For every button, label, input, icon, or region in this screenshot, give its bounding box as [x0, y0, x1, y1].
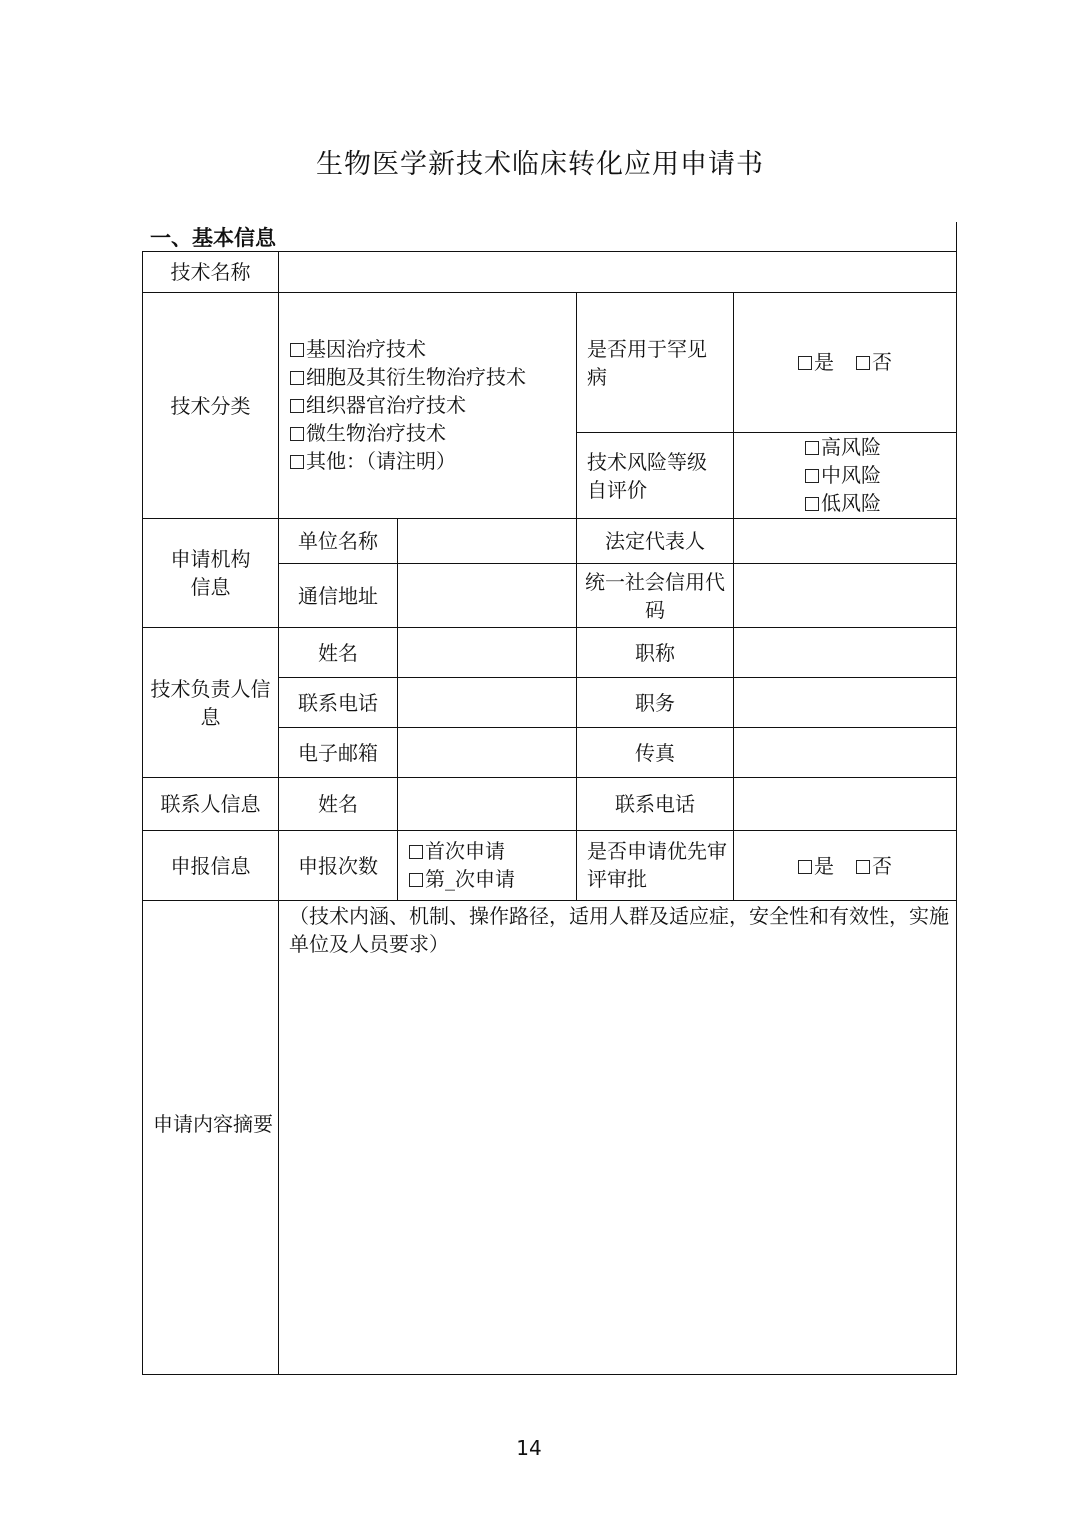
contact-phone-field[interactable] [734, 778, 956, 830]
checkbox-icon [290, 399, 304, 413]
checkbox-icon [805, 497, 819, 511]
option-gene-therapy[interactable]: 基因治疗技术 [290, 335, 575, 363]
rare-disease-label: 是否用于罕见病 [587, 337, 707, 389]
classification-options [290, 335, 575, 475]
legal-rep-field[interactable] [734, 519, 956, 563]
page-number: 14 [516, 1436, 542, 1460]
document-title: 生物医学新技术临床转化应用申请书 [316, 149, 764, 180]
leader-name-label: 姓名 [318, 640, 358, 665]
risk-level-options [805, 433, 945, 517]
report-times-options [409, 837, 575, 893]
rare-yes-option[interactable]: 是 [798, 348, 834, 376]
first-application-option[interactable]: 首次申请 [409, 837, 575, 865]
rare-disease-choice [734, 293, 956, 432]
contact-label: 联系人信息 [160, 792, 261, 816]
credit-code-label: 统一社会信用代码 [585, 569, 725, 622]
checkbox-icon [290, 427, 304, 441]
report-times-label: 申报次数 [298, 853, 378, 878]
leader-email-label: 电子邮箱 [298, 740, 378, 765]
checkbox-icon [290, 343, 304, 357]
unit-name-label: 单位名称 [298, 529, 378, 553]
summary-label: 申请内容摘要 [153, 1112, 273, 1136]
contact-name-field[interactable] [398, 778, 576, 830]
risk-medium-option[interactable]: 中风险 [805, 461, 945, 489]
section-heading: 一、基本信息 [150, 225, 276, 250]
summary-field[interactable] [279, 901, 956, 1374]
checkbox-icon [290, 371, 304, 385]
option-microbial-therapy[interactable]: 微生物治疗技术 [290, 419, 575, 447]
option-tissue-organ-therapy[interactable]: 组织器官治疗技术 [290, 391, 575, 419]
checkbox-icon [805, 441, 819, 455]
rare-no-option[interactable]: 否 [856, 348, 892, 376]
contact-phone-label: 联系电话 [615, 792, 695, 816]
checkbox-icon [409, 845, 423, 859]
leader-position-label: 职务 [635, 690, 675, 715]
checkbox-icon [798, 860, 812, 874]
report-label: 申报信息 [170, 853, 251, 878]
leader-phone-label: 联系电话 [298, 690, 378, 715]
priority-yes-option[interactable]: 是 [798, 852, 834, 880]
priority-review-choice [734, 831, 956, 900]
risk-high-option[interactable]: 高风险 [805, 433, 945, 461]
unit-name-field[interactable] [398, 519, 576, 563]
institution-label: 申请机构信息 [170, 547, 251, 599]
option-other[interactable]: 其他：（请注明） [290, 447, 575, 475]
leader-name-field[interactable] [398, 628, 576, 677]
leader-title-field[interactable] [734, 628, 956, 677]
tech-name-field[interactable] [279, 252, 956, 292]
legal-rep-label: 法定代表人 [605, 529, 705, 553]
leader-email-field[interactable] [398, 728, 576, 777]
checkbox-icon [290, 455, 304, 469]
table-border [142, 1374, 957, 1375]
address-field[interactable] [398, 564, 576, 627]
nth-application-option[interactable]: 第_次申请 [409, 865, 575, 893]
leader-phone-field[interactable] [398, 678, 576, 727]
leader-label: 技术负责人信息 [150, 676, 271, 729]
credit-code-field[interactable] [734, 564, 956, 627]
checkbox-icon [856, 860, 870, 874]
leader-position-field[interactable] [734, 678, 956, 727]
frame-line [956, 222, 957, 252]
tech-name-label: 技术名称 [170, 260, 251, 284]
risk-low-option[interactable]: 低风险 [805, 489, 945, 517]
contact-name-label: 姓名 [318, 792, 358, 816]
table-border [956, 251, 957, 1375]
leader-fax-field[interactable] [734, 728, 956, 777]
address-label: 通信地址 [298, 583, 378, 608]
risk-level-label: 技术风险等级自评价 [587, 450, 707, 502]
checkbox-icon [798, 356, 812, 370]
priority-review-label: 是否申请优先审评审批 [587, 839, 727, 891]
leader-fax-label: 传真 [635, 740, 675, 765]
checkbox-icon [805, 469, 819, 483]
leader-title-label: 职称 [635, 640, 675, 665]
checkbox-icon [409, 873, 423, 887]
priority-no-option[interactable]: 否 [856, 852, 892, 880]
checkbox-icon [856, 356, 870, 370]
classification-label: 技术分类 [170, 393, 251, 418]
summary-hint: （技术内涵、机制、操作路径，适用人群及适应症，安全性和有效性，实施单位及人员要求） [289, 904, 949, 956]
option-cell-therapy[interactable]: 细胞及其衍生物治疗技术 [290, 363, 575, 391]
